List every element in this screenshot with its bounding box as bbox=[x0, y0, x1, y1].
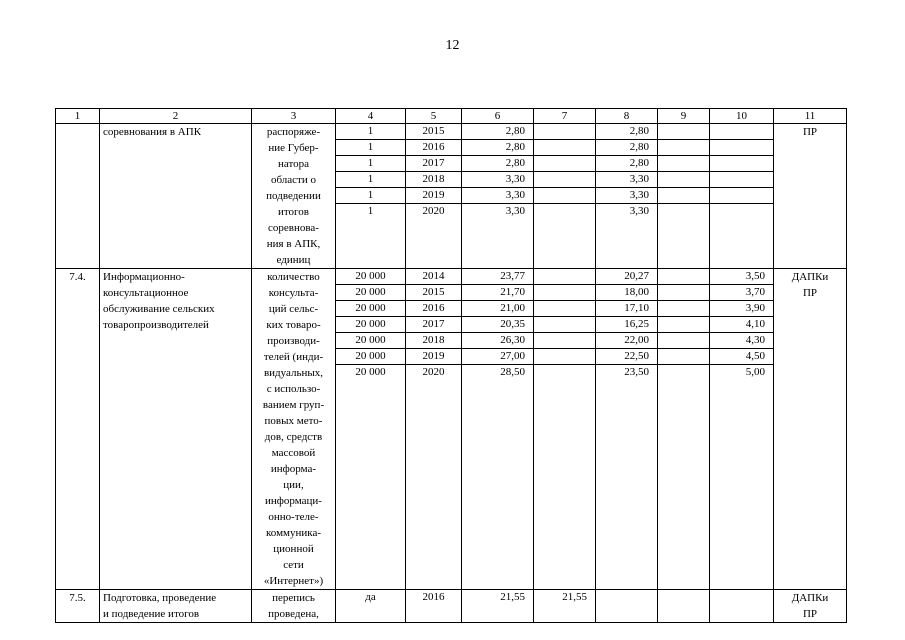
indicator-line: видуальных, bbox=[263, 367, 324, 379]
item-number bbox=[56, 124, 100, 269]
value-cell: 23,77 bbox=[462, 269, 533, 285]
responsible-line: ПР bbox=[802, 287, 818, 299]
value-cell: 3,50 bbox=[710, 269, 773, 285]
column-6-cell bbox=[462, 269, 534, 590]
value-cell bbox=[534, 301, 595, 317]
value-cell bbox=[658, 269, 709, 285]
value-cell: 1 bbox=[336, 156, 405, 172]
value-cell: 2018 bbox=[406, 172, 461, 188]
activity-name bbox=[100, 124, 252, 269]
indicator-line: единиц bbox=[276, 254, 311, 266]
value-cell: 2016 bbox=[406, 140, 461, 156]
value-cell: да bbox=[365, 591, 376, 603]
activity-name-line: Подготовка, проведение bbox=[103, 592, 217, 604]
table-row bbox=[56, 269, 847, 590]
value-cell: 22,50 bbox=[596, 349, 657, 365]
value-cell bbox=[534, 317, 595, 333]
value-cell: 2017 bbox=[406, 156, 461, 172]
value-cell bbox=[658, 172, 709, 188]
indicator-line: ционной bbox=[273, 543, 314, 555]
indicator-name bbox=[252, 124, 336, 269]
value-cell: 2020 bbox=[422, 366, 445, 378]
header-cell: 7 bbox=[534, 109, 596, 124]
value-cell bbox=[658, 204, 709, 219]
value-cell: 3,30 bbox=[596, 188, 657, 204]
value-cell: 2015 bbox=[406, 285, 461, 301]
indicator-line: итогов bbox=[278, 206, 309, 218]
header-cell: 11 bbox=[774, 109, 847, 124]
value-cell bbox=[658, 590, 709, 605]
value-cell bbox=[534, 124, 595, 140]
item-number: 7.4. bbox=[56, 269, 100, 590]
value-cell: 3,30 bbox=[462, 172, 533, 188]
indicator-line: онно-теле- bbox=[268, 511, 319, 523]
value-cell: 17,10 bbox=[596, 301, 657, 317]
column-9-cell bbox=[658, 269, 710, 590]
value-cell bbox=[710, 156, 773, 172]
column-7-cell bbox=[534, 269, 596, 590]
value-cell: 4,30 bbox=[710, 333, 773, 349]
value-cell: 2020 bbox=[422, 205, 445, 217]
indicator-line: области о bbox=[270, 174, 317, 186]
indicator-line: натора bbox=[277, 158, 310, 170]
value-cell: 20 000 bbox=[355, 366, 386, 378]
indicator-line: ния в АПК, bbox=[266, 238, 321, 250]
activity-name bbox=[100, 269, 252, 590]
indicator-line: проведена, bbox=[268, 608, 319, 620]
indicator-name bbox=[252, 269, 336, 590]
value-cell: 1 bbox=[336, 172, 405, 188]
value-cell bbox=[534, 333, 595, 349]
column-6-cell bbox=[462, 124, 534, 269]
indicator-line: повых мето- bbox=[264, 415, 323, 427]
value-cell bbox=[658, 349, 709, 365]
indicator-line: ций сельс- bbox=[268, 303, 319, 315]
value-cell: 18,00 bbox=[596, 285, 657, 301]
responsible-executor bbox=[774, 269, 847, 590]
value-cell: 4,10 bbox=[710, 317, 773, 333]
value-cell: 20,27 bbox=[596, 269, 657, 285]
responsible-line: ПР bbox=[802, 608, 818, 620]
value-cell: 2,80 bbox=[596, 156, 657, 172]
value-cell bbox=[658, 301, 709, 317]
value-cell: 2018 bbox=[406, 333, 461, 349]
value-cell: 2017 bbox=[406, 317, 461, 333]
value-cell: 3,30 bbox=[596, 172, 657, 188]
column-9-cell bbox=[658, 124, 710, 269]
indicator-line: дов, средств bbox=[264, 431, 323, 443]
responsible-line: ПР bbox=[802, 126, 818, 138]
column-8-cell bbox=[596, 269, 658, 590]
column-8-cell bbox=[596, 124, 658, 269]
column-7-cell bbox=[534, 590, 596, 623]
value-cell: 16,25 bbox=[596, 317, 657, 333]
indicator-line: перепись bbox=[272, 592, 315, 604]
value-cell bbox=[534, 188, 595, 204]
responsible-line: ДАПКи bbox=[791, 592, 829, 604]
value-cell: 1 bbox=[336, 188, 405, 204]
activity-name-line: консультационное bbox=[103, 287, 189, 299]
activity-name-line: Информационно- bbox=[103, 271, 185, 283]
value-cell bbox=[534, 204, 595, 219]
value-cell: 2,80 bbox=[462, 140, 533, 156]
indicator-line: подведении bbox=[266, 190, 321, 202]
column-number-header bbox=[56, 109, 847, 124]
header-cell: 10 bbox=[710, 109, 774, 124]
responsible-executor bbox=[774, 124, 847, 269]
header-cell: 4 bbox=[336, 109, 406, 124]
value-cell bbox=[710, 140, 773, 156]
indicator-line: количество bbox=[267, 271, 320, 283]
program-table bbox=[55, 108, 847, 623]
value-cell bbox=[658, 333, 709, 349]
value-cell: 20 000 bbox=[336, 333, 405, 349]
value-cell: 21,00 bbox=[462, 301, 533, 317]
value-cell bbox=[710, 124, 773, 140]
value-cell bbox=[710, 204, 773, 219]
indicator-line: массовой bbox=[271, 447, 316, 459]
value-cell: 2,80 bbox=[462, 156, 533, 172]
indicator-line: сети bbox=[283, 559, 304, 571]
column-7-cell bbox=[534, 124, 596, 269]
column-8-cell bbox=[596, 590, 658, 623]
indicator-line: ние Губер- bbox=[268, 142, 319, 154]
column-10-cell bbox=[710, 269, 774, 590]
header-cell: 5 bbox=[406, 109, 462, 124]
indicator-line: ких товаро- bbox=[266, 319, 321, 331]
value-cell: 2014 bbox=[406, 269, 461, 285]
indicator-line: ции, bbox=[283, 479, 304, 491]
header-cell: 9 bbox=[658, 109, 710, 124]
value-cell: 2015 bbox=[406, 124, 461, 140]
column-6-cell bbox=[462, 590, 534, 623]
value-cell bbox=[658, 140, 709, 156]
responsible-line: ДАПКи bbox=[791, 271, 829, 283]
value-cell bbox=[658, 124, 709, 140]
activity-name-line: обслуживание сельских bbox=[103, 303, 215, 315]
item-number: 7.5. bbox=[56, 590, 100, 623]
value-cell: 21,55 bbox=[500, 591, 525, 603]
activity-name-line: и подведение итогов bbox=[103, 608, 200, 620]
value-cell: 22,00 bbox=[596, 333, 657, 349]
value-cell bbox=[534, 365, 595, 380]
column-4-cell bbox=[336, 590, 406, 623]
value-cell: 2016 bbox=[422, 591, 445, 603]
value-cell: 4,50 bbox=[710, 349, 773, 365]
indicator-line: соревнова- bbox=[268, 222, 319, 234]
value-cell: 27,00 bbox=[462, 349, 533, 365]
value-cell bbox=[534, 172, 595, 188]
column-5-cell bbox=[406, 590, 462, 623]
header-cell: 1 bbox=[56, 109, 100, 124]
column-10-cell bbox=[710, 590, 774, 623]
indicator-line: коммуника- bbox=[266, 527, 321, 539]
value-cell: 2,80 bbox=[462, 124, 533, 140]
header-cell: 2 bbox=[100, 109, 252, 124]
value-cell: 2,80 bbox=[596, 124, 657, 140]
value-cell bbox=[658, 317, 709, 333]
value-cell bbox=[710, 172, 773, 188]
header-cell: 6 bbox=[462, 109, 534, 124]
value-cell: 21,55 bbox=[562, 591, 587, 603]
value-cell: 2019 bbox=[406, 349, 461, 365]
indicator-line: производи- bbox=[267, 335, 320, 347]
indicator-line: ванием груп- bbox=[262, 399, 325, 411]
indicator-name bbox=[252, 590, 336, 623]
indicator-line: с использо- bbox=[266, 383, 321, 395]
value-cell: 20 000 bbox=[336, 285, 405, 301]
value-cell: 3,30 bbox=[505, 205, 525, 217]
value-cell: 28,50 bbox=[500, 366, 525, 378]
value-cell: 2019 bbox=[406, 188, 461, 204]
value-cell: 2,80 bbox=[596, 140, 657, 156]
value-cell: 5,00 bbox=[745, 366, 765, 378]
value-cell: 1 bbox=[336, 140, 405, 156]
indicator-line: информа- bbox=[270, 463, 317, 475]
value-cell: 20 000 bbox=[336, 349, 405, 365]
header-cell: 8 bbox=[596, 109, 658, 124]
value-cell bbox=[534, 285, 595, 301]
indicator-line: информаци- bbox=[265, 495, 322, 507]
value-cell bbox=[658, 365, 709, 380]
table-row bbox=[56, 124, 847, 269]
activity-name-line: соревнования в АПК bbox=[103, 126, 202, 138]
value-cell: 20,35 bbox=[462, 317, 533, 333]
value-cell bbox=[534, 269, 595, 285]
value-cell: 26,30 bbox=[462, 333, 533, 349]
value-cell bbox=[534, 156, 595, 172]
table-row bbox=[56, 590, 847, 623]
column-4-cell bbox=[336, 269, 406, 590]
value-cell: 3,30 bbox=[462, 188, 533, 204]
value-cell: 3,30 bbox=[629, 205, 649, 217]
value-cell: 20 000 bbox=[336, 317, 405, 333]
value-cell: 21,70 bbox=[462, 285, 533, 301]
value-cell bbox=[710, 188, 773, 204]
value-cell: 2016 bbox=[406, 301, 461, 317]
value-cell bbox=[658, 156, 709, 172]
responsible-executor bbox=[774, 590, 847, 623]
indicator-line: «Интернет») bbox=[263, 575, 324, 587]
value-cell: 20 000 bbox=[336, 269, 405, 285]
column-10-cell bbox=[710, 124, 774, 269]
indicator-line: распоряже- bbox=[266, 126, 321, 138]
column-5-cell bbox=[406, 124, 462, 269]
column-9-cell bbox=[658, 590, 710, 623]
value-cell bbox=[710, 590, 773, 605]
value-cell bbox=[658, 188, 709, 204]
column-4-cell bbox=[336, 124, 406, 269]
value-cell: 3,90 bbox=[710, 301, 773, 317]
value-cell: 23,50 bbox=[624, 366, 649, 378]
column-5-cell bbox=[406, 269, 462, 590]
activity-name bbox=[100, 590, 252, 623]
value-cell bbox=[596, 590, 657, 605]
value-cell: 20 000 bbox=[336, 301, 405, 317]
value-cell: 3,70 bbox=[710, 285, 773, 301]
indicator-line: консульта- bbox=[268, 287, 319, 299]
value-cell: 1 bbox=[336, 124, 405, 140]
indicator-line: телей (инди- bbox=[263, 351, 324, 363]
value-cell: 1 bbox=[367, 205, 374, 217]
value-cell bbox=[534, 140, 595, 156]
value-cell bbox=[534, 349, 595, 365]
value-cell bbox=[658, 285, 709, 301]
activity-name-line: товаропроизводителей bbox=[103, 319, 209, 331]
page-number: 12 bbox=[445, 38, 460, 53]
header-cell: 3 bbox=[252, 109, 336, 124]
